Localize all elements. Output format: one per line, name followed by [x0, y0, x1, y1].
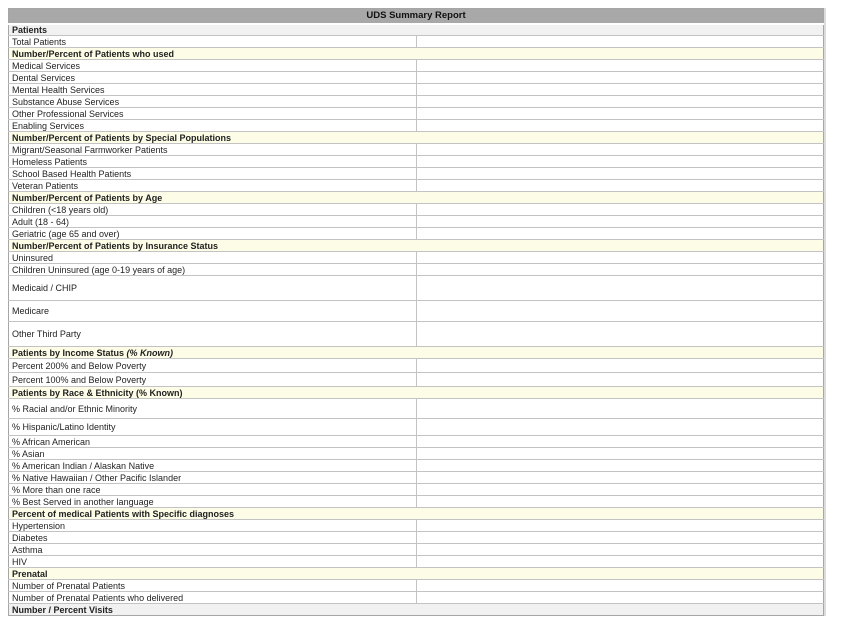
table-row	[9, 276, 824, 301]
section-row	[9, 508, 824, 520]
row-value-cell[interactable]	[416, 460, 824, 472]
row-label: School Based Health Patients	[9, 168, 417, 180]
row-value-cell[interactable]	[416, 580, 824, 592]
row-label: Children Uninsured (age 0-19 years of age)	[9, 264, 417, 276]
row-value-cell[interactable]	[416, 544, 824, 556]
row-value-cell[interactable]	[416, 301, 824, 322]
table-row	[9, 496, 824, 508]
row-label: Uninsured	[9, 252, 417, 264]
section-header: Patients by Race & Ethnicity (% Known)	[9, 387, 824, 399]
table-row	[9, 252, 824, 264]
row-label: % African American	[9, 436, 417, 448]
section-header: Number/Percent of Patients by Special Populations	[9, 132, 824, 144]
row-label: Medicaid / CHIP	[9, 276, 417, 301]
row-label: Number of Prenatal Patients	[9, 580, 417, 592]
table-row	[9, 373, 824, 387]
table-row	[9, 168, 824, 180]
report-sheet	[8, 8, 824, 616]
row-value-cell[interactable]	[416, 252, 824, 264]
table-row	[9, 120, 824, 132]
row-value-cell[interactable]	[416, 144, 824, 156]
row-value-cell[interactable]	[416, 108, 824, 120]
section-row	[9, 387, 824, 399]
row-label: Adult (18 - 64)	[9, 216, 417, 228]
row-value-cell[interactable]	[416, 359, 824, 373]
section-header: Patients by Income Status (% Known)	[9, 347, 824, 359]
row-value-cell[interactable]	[416, 180, 824, 192]
table-row	[9, 399, 824, 419]
row-label: Migrant/Seasonal Farmworker Patients	[9, 144, 417, 156]
row-value-cell[interactable]	[416, 436, 824, 448]
row-value-cell[interactable]	[416, 96, 824, 108]
row-label: Medicare	[9, 301, 417, 322]
row-label: % More than one race	[9, 484, 417, 496]
row-label: % Best Served in another language	[9, 496, 417, 508]
table-row	[9, 448, 824, 460]
report-title-row	[9, 9, 824, 24]
section-row	[9, 240, 824, 252]
row-label: HIV	[9, 556, 417, 568]
row-label: Homeless Patients	[9, 156, 417, 168]
section-row	[9, 347, 824, 359]
table-row	[9, 301, 824, 322]
row-value-cell[interactable]	[416, 228, 824, 240]
section-header: Number / Percent Visits	[9, 604, 824, 616]
row-label: Veteran Patients	[9, 180, 417, 192]
section-row	[9, 48, 824, 60]
table-row	[9, 60, 824, 72]
row-value-cell[interactable]	[416, 496, 824, 508]
row-value-cell[interactable]	[416, 204, 824, 216]
row-value-cell[interactable]	[416, 156, 824, 168]
table-row	[9, 472, 824, 484]
table-row	[9, 484, 824, 496]
section-row	[9, 604, 824, 616]
table-row	[9, 556, 824, 568]
row-label: Diabetes	[9, 532, 417, 544]
row-value-cell[interactable]	[416, 216, 824, 228]
row-label: Total Patients	[9, 36, 417, 48]
table-row	[9, 36, 824, 48]
section-header: Patients	[9, 24, 824, 36]
row-value-cell[interactable]	[416, 419, 824, 436]
section-header: Prenatal	[9, 568, 824, 580]
row-value-cell[interactable]	[416, 520, 824, 532]
row-label: Other Third Party	[9, 322, 417, 347]
section-header-italic-suffix: (% Known)	[126, 347, 174, 358]
row-value-cell[interactable]	[416, 276, 824, 301]
row-label: Geriatric (age 65 and over)	[9, 228, 417, 240]
row-label: Percent 100% and Below Poverty	[9, 373, 417, 387]
row-label: Asthma	[9, 544, 417, 556]
table-row	[9, 216, 824, 228]
table-row	[9, 532, 824, 544]
row-value-cell[interactable]	[416, 168, 824, 180]
uds-summary-table	[8, 8, 824, 616]
row-label: Number of Prenatal Patients who delivered	[9, 592, 417, 604]
row-label: Percent 200% and Below Poverty	[9, 359, 417, 373]
section-header: Number/Percent of Patients by Insurance Status	[9, 240, 824, 252]
table-row	[9, 544, 824, 556]
table-row	[9, 156, 824, 168]
table-row	[9, 108, 824, 120]
row-label: % Asian	[9, 448, 417, 460]
row-label: % Racial and/or Ethnic Minority	[9, 399, 417, 419]
section-header: Number/Percent of Patients by Age	[9, 192, 824, 204]
row-value-cell[interactable]	[416, 120, 824, 132]
table-row	[9, 322, 824, 347]
row-label: % Hispanic/Latino Identity	[9, 419, 417, 436]
row-label: Other Professional Services	[9, 108, 417, 120]
row-value-cell[interactable]	[416, 264, 824, 276]
row-value-cell[interactable]	[416, 36, 824, 48]
section-row	[9, 24, 824, 36]
section-header: Percent of medical Patients with Specific diagnoses	[9, 508, 824, 520]
row-value-cell[interactable]	[416, 556, 824, 568]
row-value-cell[interactable]	[416, 532, 824, 544]
row-label: Substance Abuse Services	[9, 96, 417, 108]
row-label: % American Indian / Alaskan Native	[9, 460, 417, 472]
section-header: Number/Percent of Patients who used	[9, 48, 824, 60]
report-table-body	[9, 9, 824, 616]
row-value-cell[interactable]	[416, 60, 824, 72]
row-label: Hypertension	[9, 520, 417, 532]
table-row	[9, 359, 824, 373]
table-row	[9, 96, 824, 108]
section-row	[9, 568, 824, 580]
table-row	[9, 84, 824, 96]
report-title: UDS Summary Report	[9, 9, 824, 24]
table-row	[9, 520, 824, 532]
table-row	[9, 72, 824, 84]
table-row	[9, 144, 824, 156]
row-label: Medical Services	[9, 60, 417, 72]
row-label: Enabling Services	[9, 120, 417, 132]
table-row	[9, 204, 824, 216]
table-row	[9, 436, 824, 448]
row-value-cell[interactable]	[416, 84, 824, 96]
table-row	[9, 228, 824, 240]
row-label: % Native Hawaiian / Other Pacific Islander	[9, 472, 417, 484]
table-row	[9, 180, 824, 192]
section-row	[9, 192, 824, 204]
row-value-cell[interactable]	[416, 484, 824, 496]
row-label: Mental Health Services	[9, 84, 417, 96]
row-value-cell[interactable]	[416, 373, 824, 387]
row-value-cell[interactable]	[416, 72, 824, 84]
row-value-cell[interactable]	[416, 448, 824, 460]
row-value-cell[interactable]	[416, 472, 824, 484]
row-value-cell[interactable]	[416, 399, 824, 419]
row-label: Dental Services	[9, 72, 417, 84]
table-row	[9, 264, 824, 276]
table-row	[9, 592, 824, 604]
section-row	[9, 132, 824, 144]
table-row	[9, 580, 824, 592]
row-label: Children (<18 years old)	[9, 204, 417, 216]
row-value-cell[interactable]	[416, 322, 824, 347]
row-value-cell[interactable]	[416, 592, 824, 604]
table-row	[9, 419, 824, 436]
table-row	[9, 460, 824, 472]
